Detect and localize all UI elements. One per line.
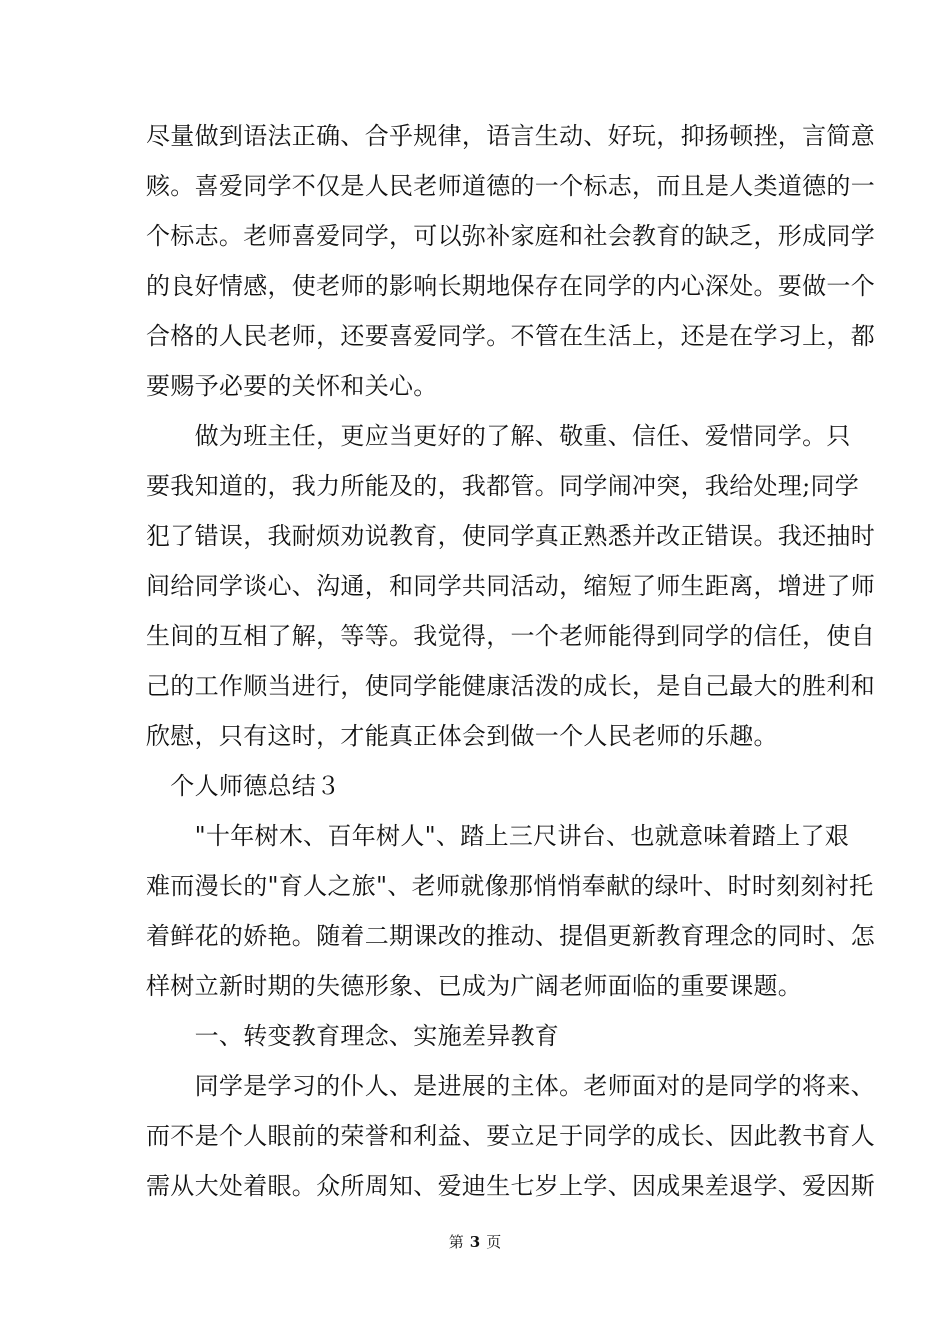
page-number-suffix: 页	[486, 1233, 502, 1251]
page-number-prefix: 第	[448, 1233, 464, 1251]
text-line: 尽量做到语法正确、合乎规律，语言生动、好玩，抑扬顿挫，言简意	[146, 122, 875, 150]
text-line: 赅。喜爱同学不仅是人民老师道德的一个标志，而且是人类道德的一	[146, 172, 875, 200]
page-number: 3	[469, 1233, 481, 1251]
text-line: 合格的人民老师，还要喜爱同学。不管在生活上，还是在学习上，都	[146, 322, 875, 350]
text-line: 着鲜花的娇艳。随着二期课改的推动、提倡更新教育理念的同时、怎	[146, 922, 875, 950]
text-line: 犯了错误，我耐烦劝说教育，使同学真正熟悉并改正错误。我还抽时	[146, 522, 875, 550]
text-line: 难而漫长的"育人之旅"、老师就像那悄悄奉献的绿叶、时时刻刻衬托	[146, 872, 874, 900]
section-heading: 个人师德总结３	[146, 772, 341, 800]
text-line: 做为班主任，更应当更好的了解、敬重、信任、爱惜同学。只	[146, 422, 851, 450]
text-line: 欣慰，只有这时，才能真正体会到做一个人民老师的乐趣。	[146, 722, 778, 750]
text-line: 同学是学习的仆人、是进展的主体。老师面对的是同学的将来、	[146, 1072, 875, 1100]
text-line: 间给同学谈心、沟通，和同学共同活动，缩短了师生距离，增进了师	[146, 572, 875, 600]
text-line: 要我知道的，我力所能及的，我都管。同学闹冲突，我给处理;同学	[146, 472, 860, 500]
text-line: 的良好情感，使老师的影响长期地保存在同学的内心深处。要做一个	[146, 272, 875, 300]
text-line: 要赐予必要的关怀和关心。	[146, 372, 438, 400]
text-line: 而不是个人眼前的荣誉和利益、要立足于同学的成长、因此教书育人	[146, 1122, 875, 1150]
text-line: 需从大处着眼。众所周知、爱迪生七岁上学、因成果差退学、爱因斯	[146, 1172, 875, 1200]
text-line: "十年树木、百年树人"、踏上三尺讲台、也就意味着踏上了艰	[146, 822, 850, 850]
page-footer	[0, 1232, 950, 1252]
text-line: 个标志。老师喜爱同学，可以弥补家庭和社会教育的缺乏，形成同学	[146, 222, 875, 250]
text-line: 己的工作顺当进行，使同学能健康活泼的成长，是自己最大的胜利和	[146, 672, 875, 700]
text-line: 样树立新时期的失德形象、已成为广阔老师面临的重要课题。	[146, 972, 803, 1000]
subsection-heading: 一、转变教育理念、实施差异教育	[146, 1022, 560, 1050]
text-line: 生间的互相了解，等等。我觉得，一个老师能得到同学的信任，使自	[146, 622, 875, 650]
